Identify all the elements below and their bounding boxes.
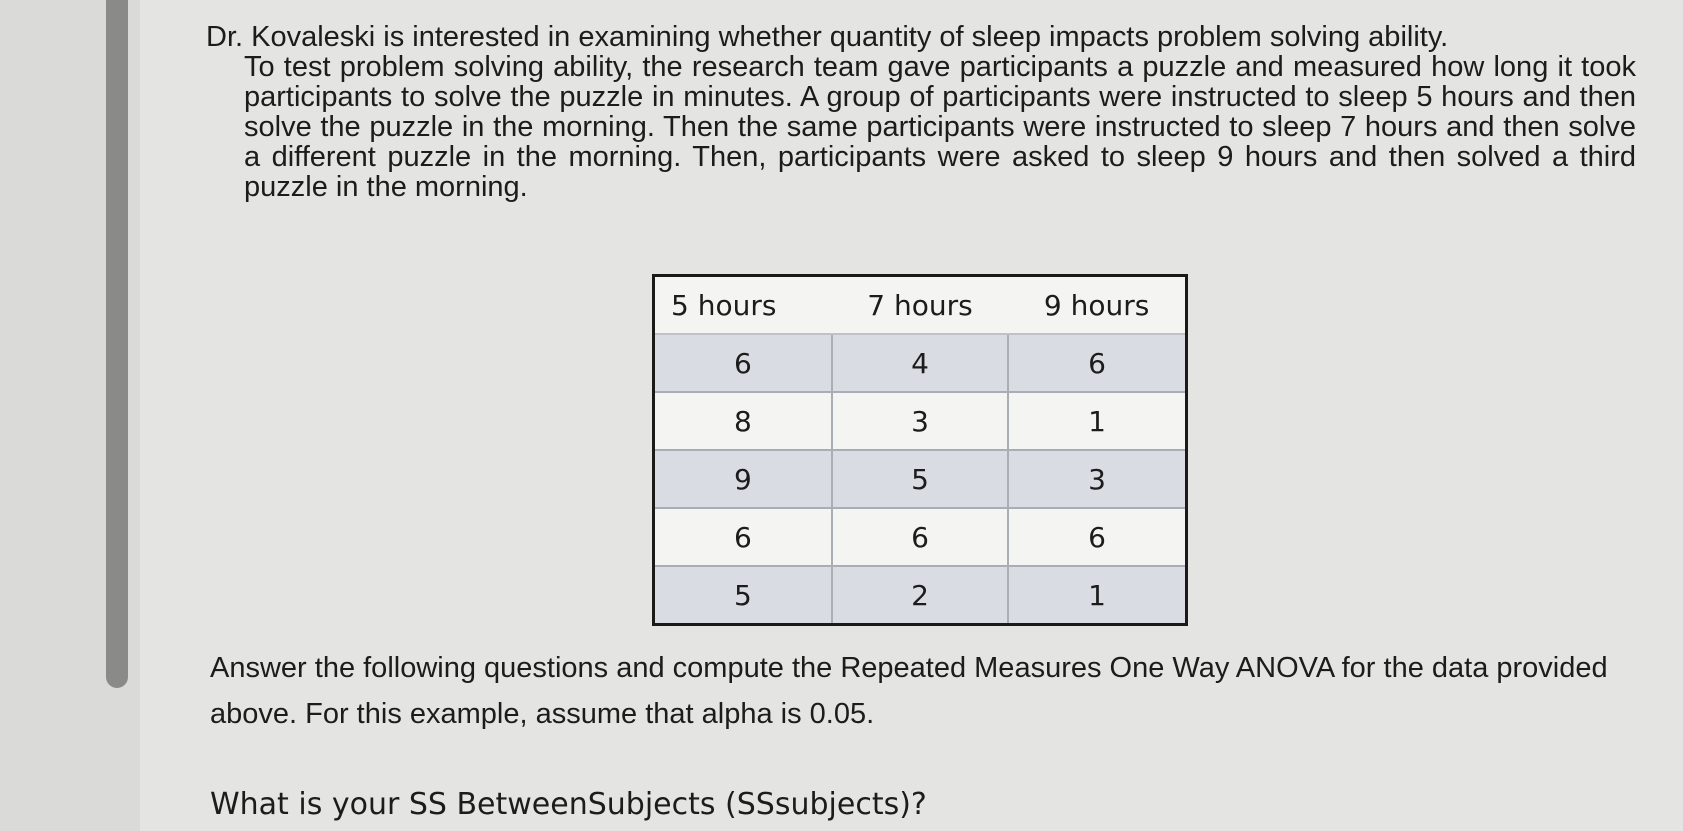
anova-instructions: Answer the following questions and compute the Repeated Measures One Way ANOVA for the data provided above. For this example, assume that alpha is 0.05.: [210, 652, 1608, 730]
table-cell: 6: [1008, 508, 1186, 566]
table-cell: 6: [832, 508, 1008, 566]
table-cell: 4: [832, 334, 1008, 392]
table-row: [654, 508, 1187, 566]
sleep-data-table: [652, 274, 1188, 626]
table-cell: 8: [654, 392, 832, 450]
table-row: [654, 450, 1187, 508]
problem-description-first-line: Dr. Kovaleski is interested in examining whether quantity of sleep impacts problem solving ability.: [206, 21, 1449, 53]
table-cell: 6: [654, 334, 832, 392]
table-cell: 1: [1008, 392, 1186, 450]
table-cell: 2: [832, 566, 1008, 625]
table-header-row: [654, 276, 1187, 335]
table-row: [654, 392, 1187, 450]
table-cell: 3: [1008, 450, 1186, 508]
scrollbar-thumb[interactable]: [106, 0, 128, 688]
table-cell: 1: [1008, 566, 1186, 625]
question-prompt: What is your SS BetweenSubjects (SSsubjects)?: [210, 787, 927, 822]
table-cell: 9: [654, 450, 832, 508]
scrollbar-track[interactable]: [0, 0, 140, 831]
table-cell: 3: [832, 392, 1008, 450]
problem-description-body: To test problem solving ability, the research team gave participants a puzzle and measured how long it took participants to solve the puzzle in minutes. A group of participants were instructed to sleep 5 hours and then solve the puzzle in the morning. Then the same participants were instructed to sleep 7 hours and then solve a different puzzle in the morning. Then, participants were asked to sleep 9 hours and then solved a third puzzle in the morning.: [244, 51, 1636, 203]
table-cell: 6: [1008, 334, 1186, 392]
table-row: [654, 334, 1187, 392]
header-9-hours: 9 hours: [1008, 276, 1186, 335]
table-cell: 5: [832, 450, 1008, 508]
problem-description: [206, 22, 1636, 202]
header-5-hours: 5 hours: [654, 276, 832, 335]
table-cell: 6: [654, 508, 832, 566]
header-7-hours: 7 hours: [832, 276, 1008, 335]
table-cell: 5: [654, 566, 832, 625]
table-row: [654, 566, 1187, 625]
